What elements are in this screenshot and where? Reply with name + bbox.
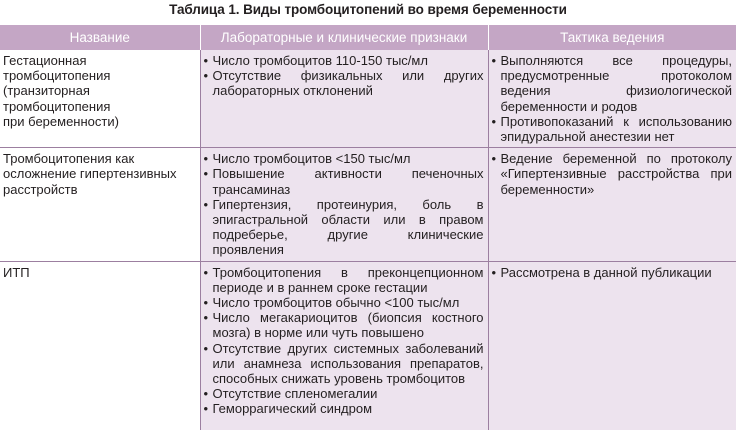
list-item: • Гипертензия, протеинурия, боль в эпигастральной области или в правом подреберье, другие клинические проявления xyxy=(204,197,484,258)
list-item: • Противопоказаний к использованию эпидуральной анестезии нет xyxy=(492,114,733,144)
list-item: • Число тромбоцитов обычно <100 тыс/мл xyxy=(204,295,484,310)
row-tactics xyxy=(488,261,736,430)
list-item: • Число тромбоцитов 110-150 тыс/мл xyxy=(204,53,484,68)
row-name: Тромбоцитопения как осложнение гипертензивных расстройств xyxy=(0,148,200,261)
row-tactics xyxy=(488,50,736,148)
list-item: • Повышение активности печеночных трансаминаз xyxy=(204,166,484,196)
list-item: • Число мегакариоцитов (биопсия костного мозга) в норме или чуть повышено xyxy=(204,310,484,340)
row-signs xyxy=(200,148,488,261)
row-signs xyxy=(200,261,488,430)
table-row xyxy=(0,148,736,261)
table-caption: Таблица 1. Виды тромбоцитопений во время беременности xyxy=(169,2,567,17)
list-item: • Выполняются все процедуры, предусмотренные протоколом ведения физиологической беременности и родов xyxy=(492,53,733,114)
header-signs: Лабораторные и клинические признаки xyxy=(200,25,488,50)
header-name: Название xyxy=(0,25,200,50)
row-signs xyxy=(200,50,488,148)
list-item: • Геморрагический синдром xyxy=(204,401,484,416)
list-item: • Тромбоцитопения в преконцепционном периоде и в раннем сроке гестации xyxy=(204,265,484,295)
list-item: • Рассмотрена в данной публикации xyxy=(492,265,733,280)
list-item: • Ведение беременной по протоколу «Гипертензивные расстройства при беременности» xyxy=(492,151,733,197)
header-tactics: Тактика ведения xyxy=(488,25,736,50)
list-item: • Отсутствие спленомегалии xyxy=(204,386,484,401)
row-name: ИТП xyxy=(3,264,30,280)
list-item: • Число тромбоцитов <150 тыс/мл xyxy=(204,151,484,166)
table-row xyxy=(0,261,736,430)
row-tactics xyxy=(488,148,736,261)
table-row xyxy=(0,50,736,148)
thrombocytopenia-table xyxy=(0,25,736,430)
list-item: • Отсутствие физикальных или других лабораторных отклонений xyxy=(204,68,484,98)
row-name: Гестационная тромбоцитопения (транзиторная тромбоцитопения при беременности) xyxy=(0,50,200,148)
list-item: • Отсутствие других системных заболеваний или анамнеза использования препаратов, способных снижать уровень тромбоцитов xyxy=(204,341,484,387)
table-header-row xyxy=(0,25,736,50)
